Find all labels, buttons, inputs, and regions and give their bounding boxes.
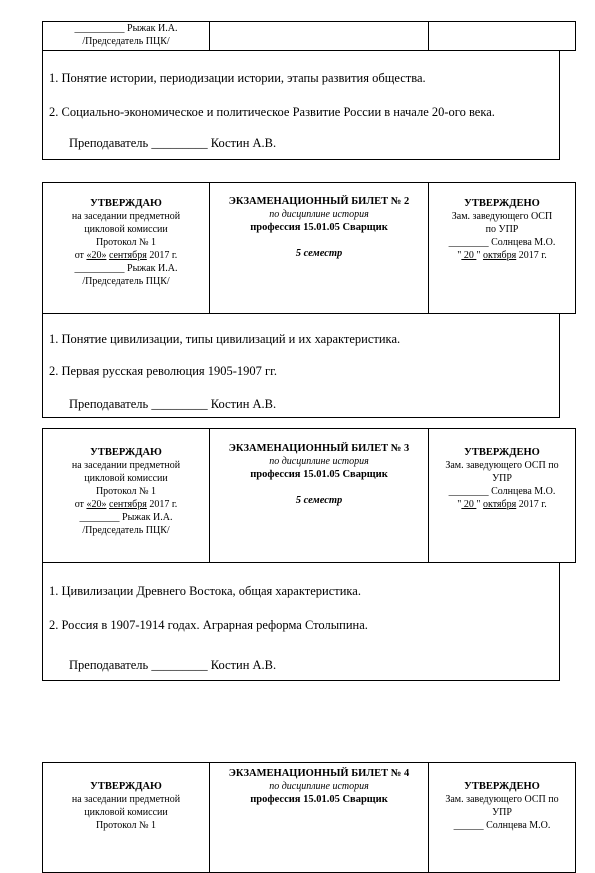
approved-sign-line: ______ Солнцева М.О. xyxy=(453,820,551,831)
approved-line-2: УПР xyxy=(492,807,512,818)
approve-line-1: на заседании предметной xyxy=(71,211,181,222)
approve-protocol: Протокол № 1 xyxy=(95,237,157,248)
teacher-line: Преподаватель _________ Костин А.В. xyxy=(69,397,277,411)
ticket-2 xyxy=(42,182,560,418)
ticket-1-approved-cell xyxy=(429,22,576,51)
ticket-3 xyxy=(42,428,560,681)
approved-sign-line: ________ Солнцева М.О. xyxy=(448,486,556,497)
approve-protocol: Протокол № 1 xyxy=(95,820,157,831)
approve-title: УТВЕРЖДАЮ xyxy=(90,781,162,792)
semester: 5 семестр xyxy=(295,495,343,506)
approved-line-1: Зам. заведующего ОСП xyxy=(451,211,553,222)
question-1: 1. Понятие цивилизации, типы цивилизаций и их характеристика. xyxy=(49,332,401,346)
ticket-title: ЭКЗАМЕНАЦИОННЫЙ БИЛЕТ № 3 xyxy=(228,443,410,454)
approved-title: УТВЕРЖДЕНО xyxy=(464,781,540,792)
approve-protocol: Протокол № 1 xyxy=(95,486,157,497)
ticket-3-approved-cell xyxy=(429,429,576,563)
ticket-1-questions xyxy=(42,51,560,160)
ticket-3-header-table xyxy=(42,428,576,563)
ticket-title: ЭКЗАМЕНАЦИОННЫЙ БИЛЕТ № 2 xyxy=(228,196,410,207)
approve-date: от «20» сентября 2017 г. xyxy=(74,499,178,510)
ticket-2-title-cell xyxy=(210,183,429,314)
profession: профессия 15.01.05 Сварщик xyxy=(250,469,388,480)
approved-title: УТВЕРЖДЕНО xyxy=(464,198,540,209)
approve-chair: /Председатель ПЦК/ xyxy=(82,525,170,536)
discipline: по дисциплине история xyxy=(269,781,369,792)
ticket-3-title-cell xyxy=(210,429,429,563)
approved-line-1: Зам. заведующего ОСП по xyxy=(445,794,559,805)
approved-date: " 20 " октября 2017 г. xyxy=(457,499,547,510)
ticket-4 xyxy=(42,762,560,873)
ticket-2-header-table xyxy=(42,182,576,314)
approved-line-1: Зам. заведующего ОСП по xyxy=(445,460,559,471)
ticket-2-approve-cell xyxy=(43,183,210,314)
approve-title: УТВЕРЖДАЮ xyxy=(90,447,162,458)
approved-line-2: по УПР xyxy=(485,224,519,235)
ticket-2-questions xyxy=(42,314,560,418)
ticket-title: ЭКЗАМЕНАЦИОННЫЙ БИЛЕТ № 4 xyxy=(228,768,410,779)
ticket-1-title-cell xyxy=(210,22,429,51)
profession: профессия 15.01.05 Сварщик xyxy=(250,222,388,233)
approve-line-1: на заседании предметной xyxy=(71,794,181,805)
question-1: 1. Понятие истории, периодизации истории, этапы развития общества. xyxy=(49,71,426,85)
semester: 5 семестр xyxy=(295,248,343,259)
approved-title: УТВЕРЖДЕНО xyxy=(464,447,540,458)
approve-line-2: цикловой комиссии xyxy=(84,224,168,235)
approve-title: УТВЕРЖДАЮ xyxy=(90,198,162,209)
approve-chair: /Председатель ПЦК/ xyxy=(82,276,170,287)
approve-date: от «20» сентября 2017 г. xyxy=(74,250,178,261)
ticket-4-title-cell xyxy=(210,763,429,873)
ticket-4-header-table xyxy=(42,762,576,873)
ticket-3-approve-cell xyxy=(43,429,210,563)
approved-sign-line: ________ Солнцева М.О. xyxy=(448,237,556,248)
approved-line-2: УПР xyxy=(492,473,512,484)
question-2: 2. Первая русская революция 1905-1907 гг. xyxy=(49,364,278,378)
ticket-2-approved-cell xyxy=(429,183,576,314)
discipline: по дисциплине история xyxy=(269,456,369,467)
approve-line-2: цикловой комиссии xyxy=(84,473,168,484)
approve-line-2: цикловой комиссии xyxy=(84,807,168,818)
question-2: 2. Россия в 1907-1914 годах. Аграрная реформа Столыпина. xyxy=(49,618,368,632)
approved-date: " 20 " октября 2017 г. xyxy=(457,250,547,261)
ticket-3-questions xyxy=(42,563,560,681)
approve-chair: /Председатель ПЦК/ xyxy=(82,36,170,47)
ticket-1-header-table xyxy=(42,21,576,51)
question-2: 2. Социально-экономическое и политическое Развитие России в начале 20-ого века. xyxy=(49,105,495,119)
ticket-4-approve-cell xyxy=(43,763,210,873)
ticket-4-approved-cell xyxy=(429,763,576,873)
approve-sign-line: __________ Рыжак И.А. xyxy=(74,263,178,274)
approve-sign-line: __________ Рыжак И.А. xyxy=(74,23,178,34)
teacher-line: Преподаватель _________ Костин А.В. xyxy=(69,658,277,672)
approve-sign-line: ________ Рыжак И.А. xyxy=(79,512,173,523)
approve-line-1: на заседании предметной xyxy=(71,460,181,471)
profession: профессия 15.01.05 Сварщик xyxy=(250,794,388,805)
discipline: по дисциплине история xyxy=(269,209,369,220)
teacher-line: Преподаватель _________ Костин А.В. xyxy=(69,136,277,150)
ticket-1-fragment xyxy=(42,21,560,160)
ticket-1-approve-cell xyxy=(43,22,210,51)
question-1: 1. Цивилизации Древнего Востока, общая характеристика. xyxy=(49,584,361,598)
